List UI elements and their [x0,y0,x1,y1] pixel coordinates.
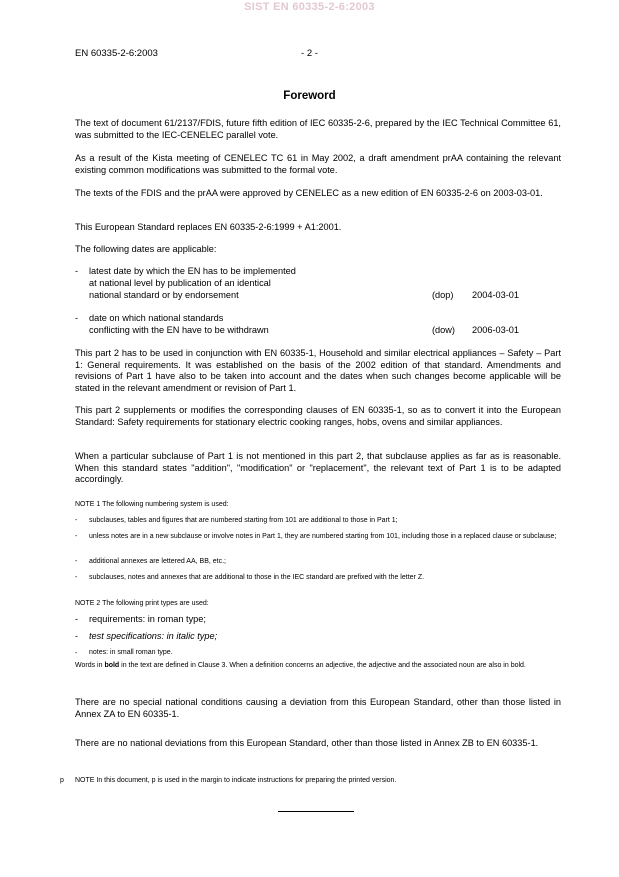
bold-word: bold [104,662,120,669]
page-title: Foreword [283,90,336,102]
final-note: NOTE In this document, p is used in the margin to indicate instructions for preparing the printed version. [75,777,397,784]
paragraph-7: This part 2 supplements or modifies the corresponding clauses of EN 60335-1, so as to convert it into the European Standard: Safety requirements for stationary electric cooking ranges, hobs, ovens and similar appliances. [75,405,561,427]
date-code-dop: (dop) [432,290,454,300]
note-2-heading: NOTE 2 The following print types are used: [75,600,209,607]
note-1-item: subclauses, tables and figures that are numbered starting from 101 are additional to those in Part 1; [89,517,398,524]
note-1-heading: NOTE 1 The following numbering system is used: [75,501,229,508]
date-item-dow-line1: date on which national standards [89,313,224,323]
document-id: EN 60335-2-6:2003 [75,48,158,59]
note-1-item: subclauses, notes and annexes that are additional to those in the IEC standard are prefixed with the letter Z. [89,574,425,581]
list-dash: - [75,533,78,540]
bold-words-note [75,661,561,670]
date-code-dow: (dow) [432,325,455,335]
paragraph-4: This European Standard replaces EN 60335-2-6:1999 + A1:2001. [75,222,342,232]
date-item-dop-line1: latest date by which the EN has to be implemented [89,266,296,276]
paragraph-9: There are no special national conditions causing a deviation from this European Standard, other than those listed in Annex ZA to EN 60335-1. [75,697,561,719]
list-dash: - [75,650,78,657]
list-dash: - [75,574,78,581]
date-item-dop-line3: national standard or by endorsement [89,290,239,300]
paragraph-10: There are no national deviations from this European Standard, other than those listed in Annex ZB to EN 60335-1. [75,738,539,748]
list-dash: - [75,558,78,565]
print-type-requirements: requirements: in roman type; [89,614,206,624]
list-dash: - [75,266,79,276]
note-1-item: unless notes are in a new subclause or involve notes in Part 1, they are numbered starting from 101, including those in a replaced clause or subclause; [89,533,557,540]
bold-words-note-a: Words in [75,662,105,669]
list-dash: - [75,517,78,524]
paragraph-8: When a particular subclause of Part 1 is not mentioned in this part 2, that subclause applies as far as is reasonable. When this standard states "addition", "modification" or "replacement", the relevant text of Part 1 is to be adapted accordingly. [75,451,561,485]
watermark: SIST EN 60335-2-6:2003 [244,1,375,13]
margin-mark: p [60,777,64,784]
list-dash: - [75,614,79,624]
date-item-dow-line2: conflicting with the EN have to be withdrawn [89,325,269,335]
paragraph-5: The following dates are applicable: [75,244,217,254]
list-dash: - [75,313,79,323]
date-item-dop-line2: at national level by publication of an identical [89,278,271,288]
date-value-dop: 2004-03-01 [472,290,519,300]
paragraph-3: The texts of the FDIS and the prAA were approved by CENELEC as a new edition of EN 60335-2-6 on 2003-03-01. [75,188,543,198]
paragraph-1: The text of document 61/2137/FDIS, future fifth edition of IEC 60335-2-6, prepared by the IEC Technical Committee 61, was submitted to the IEC-CENELEC parallel vote. [75,118,561,140]
paragraph-6: This part 2 has to be used in conjunction with EN 60335-1, Household and similar electrical appliances – Safety – Part 1: General requirements. It was established on the basis of the 2002 edition of that standard. Amendments and revisions of Part 1 have also to be taken into account and the dates when such changes become applicable will be stated in the relevant amendment or revision of Part 1. [75,348,561,393]
note-1-item: additional annexes are lettered AA, BB, etc.; [89,558,226,565]
print-type-test-specifications: test specifications: in italic type; [89,631,218,641]
date-value-dow: 2006-03-01 [472,325,519,335]
list-dash: - [75,631,79,641]
paragraph-2: As a result of the Kista meeting of CENELEC TC 61 in May 2002, a draft amendment prAA containing the relevant existing common modifications was submitted to the formal vote. [75,153,561,175]
end-rule [278,811,354,812]
page-number: - 2 - [301,48,318,59]
bold-words-note-b: in the text are defined in Clause 3. When a definition concerns an adjective, the adjective and the associated noun are also in bold. [119,662,526,669]
print-type-notes: notes: in small roman type. [89,649,173,656]
